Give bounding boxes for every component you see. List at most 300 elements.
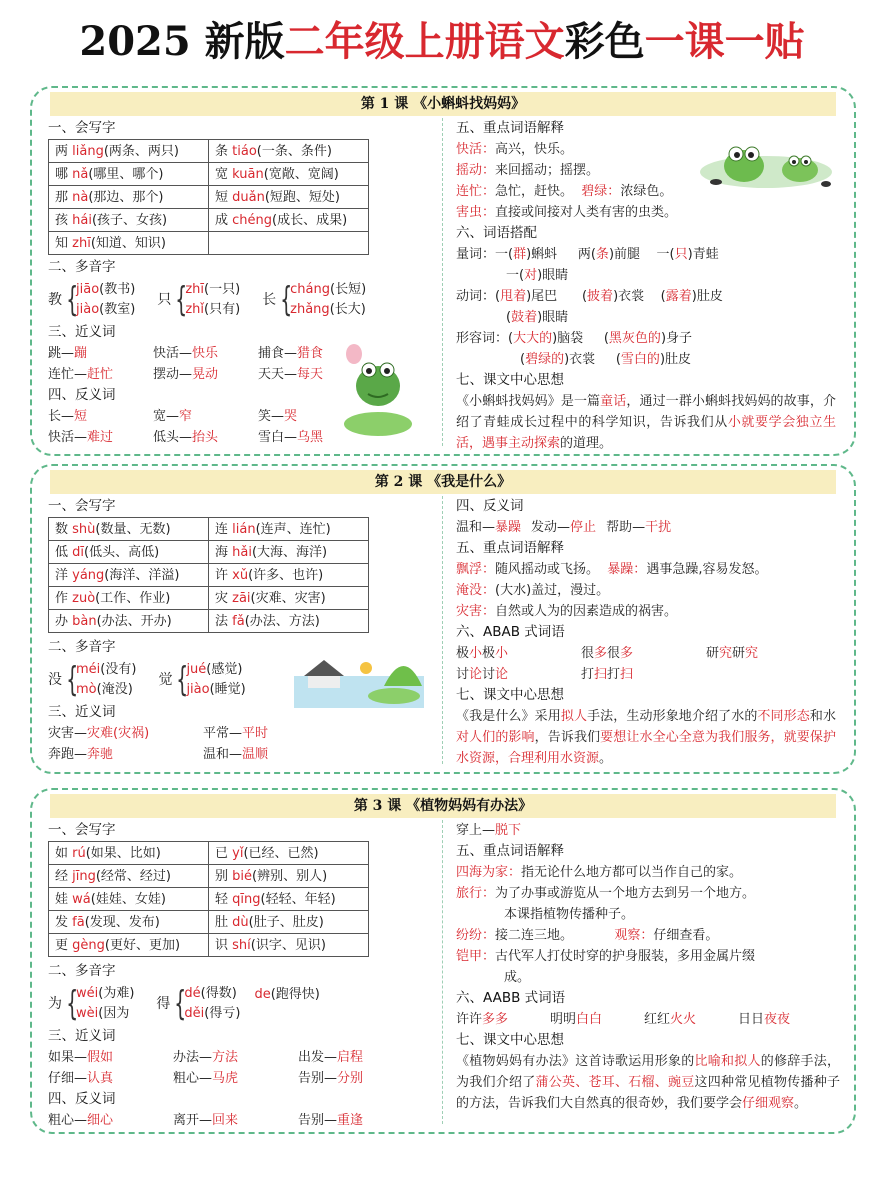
write-pinyin: nà bbox=[72, 189, 89, 205]
write-char: 海 bbox=[215, 544, 233, 560]
write-words: (数量、无数) bbox=[95, 521, 171, 537]
write-words: (孩子、女孩) bbox=[91, 212, 168, 228]
idea-segment: 《我是什么》采用 bbox=[456, 709, 561, 724]
write-words: (大海、海洋) bbox=[251, 544, 328, 560]
write-cell bbox=[49, 186, 209, 209]
write-char: 那 bbox=[55, 189, 73, 205]
write-pinyin: duǎn bbox=[232, 189, 265, 205]
aabb-a: 红红 bbox=[644, 1012, 671, 1027]
write-row bbox=[49, 865, 369, 888]
pinyin: zhǎng bbox=[290, 302, 330, 317]
idea-segment: 比喻和拟人 bbox=[694, 1054, 761, 1069]
aabb-word bbox=[738, 1009, 832, 1030]
write-row bbox=[49, 911, 369, 934]
pair-word: 帮助— bbox=[606, 520, 646, 535]
idea-segment: 要想让水全心全意为我们服务，就要保护水资源，合理利用水资源 bbox=[456, 730, 836, 766]
abab-words bbox=[456, 643, 836, 685]
section-heading: 六、ABAB 式词语 bbox=[456, 624, 565, 640]
write-char: 娃 bbox=[55, 891, 73, 907]
central-idea bbox=[456, 391, 836, 454]
write-pinyin: liǎng bbox=[72, 143, 104, 159]
pair-word: 离开— bbox=[173, 1113, 213, 1128]
write-cell bbox=[49, 587, 209, 610]
idea-segment: 童话 bbox=[600, 394, 627, 409]
pinyin: zhī bbox=[185, 282, 204, 297]
abab-b: 究 bbox=[719, 646, 733, 661]
pair-word: 温和— bbox=[456, 520, 496, 535]
dict-item: 铠甲：古代军人打仗时穿的护身服装，多用金属片缀 bbox=[456, 949, 756, 964]
dict-item: 四海为家：指无论什么地方都可以当作自己的家。 bbox=[456, 865, 743, 880]
pinyin: jiào bbox=[186, 682, 210, 697]
abab-b: 小 bbox=[495, 646, 509, 661]
title-year: 2025 bbox=[79, 18, 191, 65]
pair-match: 马虎 bbox=[212, 1071, 239, 1086]
write-pinyin: chéng bbox=[232, 212, 273, 228]
idea-segment: 这四种常见植物传播种子的方法，告诉我们大自然真的很奇妙，我们要学会 bbox=[456, 1075, 840, 1111]
polyphone-char: 为 bbox=[48, 995, 62, 1012]
brace-icon: { bbox=[175, 280, 188, 320]
write-cell bbox=[209, 587, 369, 610]
example: (一只) bbox=[204, 282, 241, 297]
pair-word: 奔跑— bbox=[48, 747, 88, 762]
dict-item: 摇动：来回摇动；摇摆。 bbox=[456, 163, 600, 178]
polyphone-readings bbox=[76, 660, 136, 700]
write-pinyin: hǎi bbox=[232, 544, 252, 560]
antonym-item bbox=[48, 427, 153, 448]
write-words: (一条、条件) bbox=[256, 143, 332, 159]
brace-icon: { bbox=[174, 984, 187, 1024]
polyphone-group bbox=[48, 660, 136, 700]
pair-match: 猎食 bbox=[297, 346, 324, 361]
abab-a: 研 bbox=[732, 646, 746, 661]
aabb-a: 日日 bbox=[738, 1012, 765, 1027]
write-pinyin: zāi bbox=[232, 590, 251, 606]
idea-segment: 小就要学会独立生活，遇事主动探索 bbox=[456, 415, 836, 451]
antonym-item bbox=[153, 427, 258, 448]
write-words: (哪里、哪个) bbox=[88, 166, 164, 182]
write-row bbox=[49, 842, 369, 865]
polyphone-group bbox=[262, 280, 366, 320]
polyphone-reading bbox=[184, 1004, 240, 1024]
aabb-words bbox=[456, 1009, 840, 1030]
polyphone-group bbox=[48, 280, 135, 320]
polyphone-readings bbox=[186, 660, 245, 700]
aabb-word bbox=[550, 1009, 644, 1030]
pair-match: 方法 bbox=[212, 1050, 239, 1065]
write-words: (识字、见识) bbox=[250, 937, 326, 953]
write-row bbox=[49, 518, 369, 541]
brace-icon: { bbox=[66, 984, 79, 1024]
section-heading: 二、多音字 bbox=[48, 259, 116, 275]
aabb-a: 许许 bbox=[456, 1012, 483, 1027]
pair-word: 跳— bbox=[48, 346, 75, 361]
write-words: (轻轻、年轻) bbox=[260, 891, 336, 907]
pair-word: 笑— bbox=[258, 409, 285, 424]
collocation-row: 形容词：(大大的)脑袋 (黑灰色的)身子 bbox=[456, 331, 693, 346]
section-heading: 七、课文中心思想 bbox=[456, 372, 564, 388]
pair-word: 温和— bbox=[203, 747, 243, 762]
polyphone-reading bbox=[290, 280, 366, 300]
collocation-row: (鼓着)眼睛 bbox=[506, 310, 569, 325]
pair-match: 奔驰 bbox=[87, 747, 114, 762]
write-pinyin: zhī bbox=[72, 235, 91, 251]
write-cell bbox=[209, 140, 369, 163]
aabb-word bbox=[644, 1009, 738, 1030]
pair-match: 难过 bbox=[87, 430, 114, 445]
polyphone-reading bbox=[76, 280, 135, 300]
write-words: (娃娃、女娃) bbox=[90, 891, 166, 907]
write-cell bbox=[49, 541, 209, 564]
abab-b: 小 bbox=[469, 646, 483, 661]
pair-match: 灾难(灾祸) bbox=[87, 726, 150, 741]
pinyin: děi bbox=[184, 1006, 205, 1021]
pair-word: 出发— bbox=[298, 1050, 338, 1065]
example: (跑得快) bbox=[270, 987, 320, 1002]
write-pinyin: jīng bbox=[72, 868, 96, 884]
write-char: 灾 bbox=[215, 590, 233, 606]
abab-b: 扫 bbox=[620, 667, 634, 682]
pair-word: 如果— bbox=[48, 1050, 88, 1065]
write-char: 成 bbox=[215, 212, 233, 228]
polyphone-reading bbox=[186, 660, 245, 680]
idea-segment: ，通过一群小蝌蚪找妈妈的故事，介绍了青蛙成长过程中的科学知识，告诉我们从 bbox=[456, 394, 836, 430]
polyphone-list bbox=[48, 278, 438, 322]
write-cell bbox=[49, 934, 209, 957]
write-row bbox=[49, 140, 369, 163]
pinyin: cháng bbox=[290, 282, 331, 297]
pair-match: 晃动 bbox=[192, 367, 219, 382]
section-heading: 二、多音字 bbox=[48, 963, 116, 979]
idea-segment: 的修辞手法，为我们介绍了 bbox=[456, 1054, 840, 1090]
synonym-item bbox=[48, 1047, 173, 1068]
write-words: (连声、连忙) bbox=[255, 521, 331, 537]
write-words: (辨别、别人) bbox=[252, 868, 328, 884]
pair-match: 温顺 bbox=[242, 747, 269, 762]
idea-segment: 《植物妈妈有办法》这首诗歌运用形象的 bbox=[456, 1054, 695, 1069]
abab-b: 究 bbox=[745, 646, 759, 661]
pair-match: 认真 bbox=[87, 1071, 114, 1086]
idea-segment: 拟人 bbox=[560, 709, 588, 724]
write-pinyin: dù bbox=[232, 914, 249, 930]
lesson-3-left bbox=[48, 820, 438, 1131]
section-heading: 五、重点词语解释 bbox=[456, 120, 564, 136]
abab-word bbox=[456, 664, 581, 685]
section-heading: 三、近义词 bbox=[48, 1028, 116, 1044]
write-char: 经 bbox=[55, 868, 73, 884]
collocation-row: 动词：(甩着)尾巴 (披着)衣裳 (露着)肚皮 bbox=[456, 289, 723, 304]
pair-word: 告别— bbox=[298, 1113, 338, 1128]
polyphone-reading bbox=[184, 984, 240, 1004]
antonym-item: 穿上—脱下 bbox=[456, 823, 522, 838]
pair-match: 每天 bbox=[297, 367, 324, 382]
write-pinyin: hái bbox=[72, 212, 92, 228]
write-char: 法 bbox=[215, 613, 233, 629]
dict-item: 淹没：(大水)盖过，漫过。 bbox=[456, 583, 610, 598]
write-words: (工作、作业) bbox=[95, 590, 171, 606]
pair-word: 天天— bbox=[258, 367, 298, 382]
antonym-list bbox=[456, 517, 836, 538]
lesson-2-left bbox=[48, 496, 438, 765]
dict-item: 飘浮：随风摇动或飞扬。 暴躁：遇事急躁,容易发怒。 bbox=[456, 562, 768, 577]
title-mid: 彩色 bbox=[564, 18, 645, 65]
write-pinyin: nǎ bbox=[72, 166, 89, 182]
aabb-b: 多多 bbox=[482, 1012, 509, 1027]
antonym-item bbox=[173, 1110, 298, 1131]
lesson-2-card bbox=[30, 464, 856, 774]
pair-word: 快活— bbox=[153, 346, 193, 361]
write-cell bbox=[209, 186, 369, 209]
pair-match: 细心 bbox=[87, 1113, 114, 1128]
write-words: (低头、高低) bbox=[84, 544, 160, 560]
abab-a: 很 bbox=[581, 646, 595, 661]
abab-b: 多 bbox=[594, 646, 608, 661]
polyphone-group bbox=[48, 984, 134, 1024]
pair-word: 低头— bbox=[153, 430, 193, 445]
write-row bbox=[49, 232, 369, 255]
write-words: (办法、方法) bbox=[244, 613, 320, 629]
section-heading: 五、重点词语解释 bbox=[456, 843, 564, 859]
dict-item: 灾害：自然或人为的因素造成的祸害。 bbox=[456, 604, 678, 619]
pinyin: zhǐ bbox=[185, 302, 204, 317]
write-char: 办 bbox=[55, 613, 73, 629]
polyphone-reading bbox=[76, 1004, 134, 1024]
abab-a: 研 bbox=[706, 646, 720, 661]
dict-item-cont: 成。 bbox=[504, 970, 531, 985]
pair-word: 宽— bbox=[153, 409, 180, 424]
polyphone-reading bbox=[76, 680, 136, 700]
polyphone-readings bbox=[184, 984, 240, 1024]
pair-match: 回来 bbox=[212, 1113, 239, 1128]
idea-segment: 的道理。 bbox=[560, 436, 613, 451]
pair-word: 粗心— bbox=[48, 1113, 88, 1128]
synonym-item bbox=[203, 744, 358, 765]
antonym-item bbox=[48, 406, 153, 427]
section-heading: 七、课文中心思想 bbox=[456, 1032, 564, 1048]
example: (因为 bbox=[98, 1006, 130, 1021]
write-cell bbox=[209, 842, 369, 865]
pond-village-illustration bbox=[294, 646, 424, 708]
aabb-a: 明明 bbox=[550, 1012, 577, 1027]
brace-icon: { bbox=[176, 660, 189, 700]
write-char: 孩 bbox=[55, 212, 73, 228]
write-cell bbox=[209, 911, 369, 934]
write-cell bbox=[49, 842, 209, 865]
abab-a: 打 bbox=[581, 667, 595, 682]
pair-word: 连忙— bbox=[48, 367, 88, 382]
example: (为难) bbox=[98, 986, 135, 1001]
write-cell bbox=[49, 888, 209, 911]
write-char: 数 bbox=[55, 521, 73, 537]
antonym-list bbox=[48, 1110, 438, 1131]
polyphone-reading bbox=[185, 300, 240, 320]
aabb-b: 白白 bbox=[576, 1012, 603, 1027]
pair-match: 蹦 bbox=[74, 346, 88, 361]
synonym-list bbox=[48, 1047, 438, 1089]
pair-match: 停止 bbox=[570, 520, 597, 535]
example: (长短) bbox=[330, 282, 367, 297]
write-row bbox=[49, 209, 369, 232]
polyphone-reading bbox=[186, 680, 245, 700]
polyphone-readings bbox=[76, 984, 134, 1024]
write-cell bbox=[49, 232, 209, 255]
pair-word: 办法— bbox=[173, 1050, 213, 1065]
pair-match: 分别 bbox=[337, 1071, 364, 1086]
idea-segment: 。 bbox=[794, 1096, 808, 1111]
write-char: 洋 bbox=[55, 567, 73, 583]
lesson-2-divider bbox=[442, 496, 443, 764]
example: (长大) bbox=[329, 302, 366, 317]
example: (得亏) bbox=[204, 1006, 241, 1021]
write-char: 短 bbox=[215, 189, 233, 205]
polyphone-list bbox=[48, 982, 438, 1026]
write-pinyin: tiáo bbox=[232, 143, 257, 159]
write-pinyin: yǐ bbox=[232, 845, 244, 861]
write-table bbox=[48, 139, 369, 255]
write-pinyin: rú bbox=[72, 845, 86, 861]
write-cell bbox=[49, 610, 209, 633]
example: (只有) bbox=[204, 302, 241, 317]
write-pinyin: bié bbox=[232, 868, 253, 884]
pair-match: 窄 bbox=[179, 409, 193, 424]
pinyin: jué bbox=[186, 662, 207, 677]
section-heading: 六、AABB 式词语 bbox=[456, 990, 566, 1006]
synonym-item bbox=[153, 364, 258, 385]
pair-word: 摆动— bbox=[153, 367, 193, 382]
section-heading: 三、近义词 bbox=[48, 324, 116, 340]
write-char: 发 bbox=[55, 914, 73, 930]
write-char: 低 bbox=[55, 544, 73, 560]
polyphone-group bbox=[158, 660, 245, 700]
write-char: 条 bbox=[215, 143, 233, 159]
frog-lotus-illustration bbox=[342, 338, 414, 438]
write-cell bbox=[49, 163, 209, 186]
title-pre: 新版 bbox=[204, 18, 285, 65]
abab-word bbox=[706, 643, 826, 664]
lesson-3-header: 第 3 课 《植物妈妈有办法》 bbox=[50, 794, 836, 818]
abab-row bbox=[456, 664, 836, 685]
pair-word: 发动— bbox=[531, 520, 571, 535]
pair-match: 启程 bbox=[337, 1050, 364, 1065]
write-words: (短跑、短处) bbox=[264, 189, 340, 205]
idea-segment: 蒲公英、苍耳、石榴、豌豆 bbox=[535, 1075, 695, 1090]
synonym-item bbox=[48, 1068, 173, 1089]
section-heading: 四、反义词 bbox=[456, 498, 524, 514]
brace-icon: { bbox=[66, 660, 79, 700]
pair-match: 哭 bbox=[284, 409, 298, 424]
pair-word: 长— bbox=[48, 409, 75, 424]
polyphone-group bbox=[156, 984, 319, 1024]
write-pinyin: zuò bbox=[72, 590, 96, 606]
write-cell bbox=[49, 564, 209, 587]
abab-b: 论 bbox=[469, 667, 483, 682]
write-words: (成长、成果) bbox=[272, 212, 348, 228]
pair-match: 重逢 bbox=[337, 1113, 364, 1128]
write-cell bbox=[209, 610, 369, 633]
polyphone-char: 得 bbox=[156, 995, 171, 1012]
abab-a: 很 bbox=[607, 646, 621, 661]
write-pinyin: lián bbox=[232, 521, 256, 537]
write-char: 如 bbox=[55, 845, 73, 861]
pair-word: 快活— bbox=[48, 430, 88, 445]
synonym-list bbox=[48, 723, 438, 765]
synonym-item bbox=[48, 343, 153, 364]
write-char: 宽 bbox=[215, 166, 233, 182]
write-cell bbox=[209, 934, 369, 957]
write-cell bbox=[209, 865, 369, 888]
pinyin: dé bbox=[184, 986, 201, 1001]
write-words: (如果、比如) bbox=[85, 845, 161, 861]
write-cell bbox=[209, 209, 369, 232]
central-idea bbox=[456, 1051, 840, 1114]
write-words: (知道、知识) bbox=[90, 235, 166, 251]
write-char: 肚 bbox=[215, 914, 233, 930]
write-pinyin: bàn bbox=[72, 613, 97, 629]
pair-match: 假如 bbox=[87, 1050, 114, 1065]
abab-a: 讨 bbox=[482, 667, 496, 682]
antonym-item bbox=[298, 1110, 423, 1131]
aabb-b: 夜夜 bbox=[764, 1012, 791, 1027]
write-words: (更好、更加) bbox=[104, 937, 181, 953]
synonym-item bbox=[48, 744, 203, 765]
example: (教书) bbox=[99, 282, 136, 297]
write-char: 轻 bbox=[215, 891, 233, 907]
section-heading: 二、多音字 bbox=[48, 639, 116, 655]
polyphone-extra bbox=[254, 984, 319, 1005]
abab-b: 多 bbox=[620, 646, 634, 661]
polyphone-char: 只 bbox=[157, 291, 172, 308]
write-char: 两 bbox=[55, 143, 73, 159]
write-words: (宽敞、宽阔) bbox=[263, 166, 339, 182]
write-words: (两条、两只) bbox=[103, 143, 179, 159]
pair-match: 短 bbox=[74, 409, 88, 424]
pair-word: 仔细— bbox=[48, 1071, 88, 1086]
section-heading: 六、词语搭配 bbox=[456, 225, 537, 241]
page-title bbox=[0, 6, 884, 78]
write-pinyin: wá bbox=[72, 891, 91, 907]
polyphone-readings bbox=[76, 280, 135, 320]
write-words: (许多、也许) bbox=[248, 567, 324, 583]
central-idea bbox=[456, 706, 836, 769]
section-heading: 四、反义词 bbox=[48, 1091, 116, 1107]
write-pinyin: gèng bbox=[72, 937, 105, 953]
section-heading: 一、会写字 bbox=[48, 822, 116, 838]
section-heading: 四、反义词 bbox=[48, 387, 116, 403]
dict-item: 快活：高兴，快乐。 bbox=[456, 142, 574, 157]
write-row bbox=[49, 186, 369, 209]
write-cell bbox=[209, 232, 369, 255]
write-words: (灾难、灾害) bbox=[250, 590, 326, 606]
write-words: (肚子、肚皮) bbox=[248, 914, 324, 930]
collocation-row: 一(对)眼睛 bbox=[506, 268, 569, 283]
write-cell bbox=[209, 518, 369, 541]
polyphone-reading bbox=[76, 300, 135, 320]
write-words: (发现、发布) bbox=[84, 914, 160, 930]
example: (睡觉) bbox=[209, 682, 246, 697]
polyphone-readings bbox=[185, 280, 240, 320]
abab-row bbox=[456, 643, 836, 664]
write-char: 连 bbox=[215, 521, 233, 537]
write-char: 已 bbox=[215, 845, 233, 861]
abab-word bbox=[581, 664, 706, 685]
write-table bbox=[48, 517, 369, 633]
polyphone-reading bbox=[76, 984, 134, 1004]
section-heading: 七、课文中心思想 bbox=[456, 687, 564, 703]
brace-icon: { bbox=[280, 280, 293, 320]
write-pinyin: qīng bbox=[232, 891, 261, 907]
lesson-3-right bbox=[456, 820, 840, 1114]
pair-match: 干扰 bbox=[645, 520, 672, 535]
write-words: (海洋、洋溢) bbox=[104, 567, 180, 583]
